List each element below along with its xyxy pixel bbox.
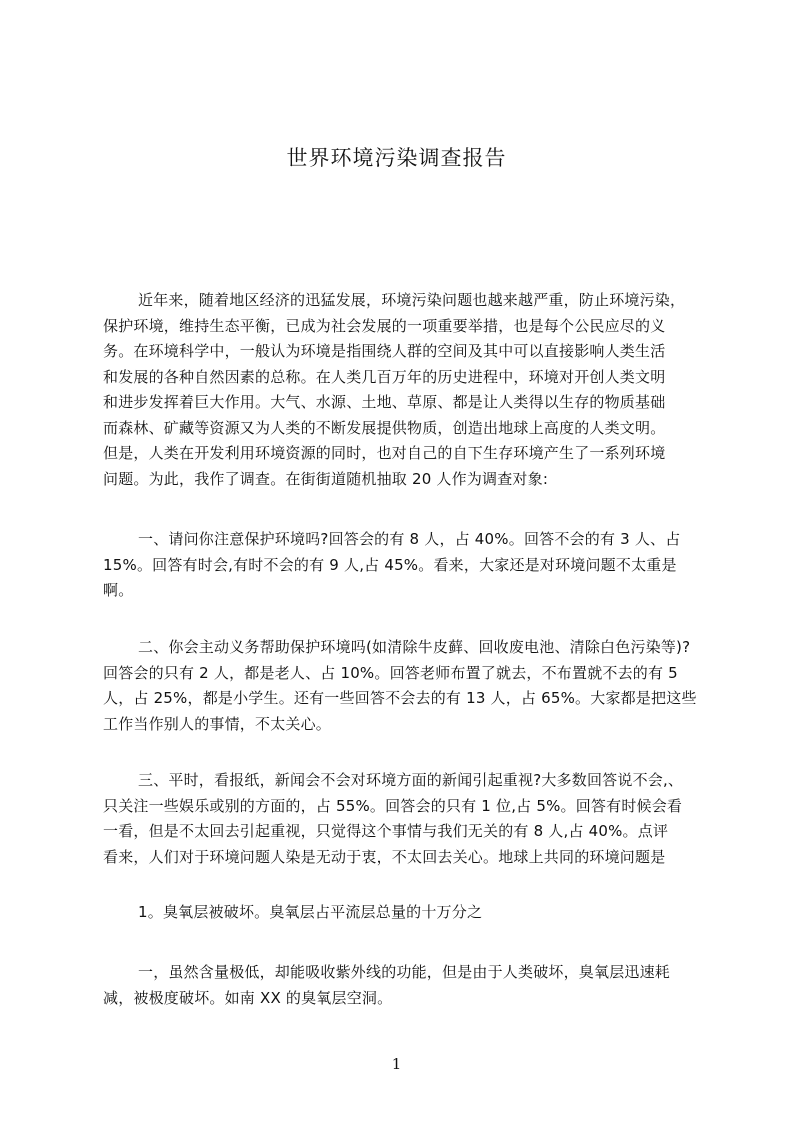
- page-title: 世界环境污染调查报告: [286, 146, 507, 170]
- text-line: 但是，人类在开发利用环境资源的同时，也对自己的自下生存环境产生了一系列环境: [103, 444, 666, 462]
- text-line: 而森林、矿藏等资源又为人类的不断发展提供物质，创造出地球上高度的人类文明。: [103, 418, 666, 437]
- text-line: 啊。: [103, 581, 134, 599]
- paragraph-intro: [103, 288, 703, 492]
- text-line: 工作当作别人的事情，不太关心。: [103, 714, 332, 733]
- text-line: 二、你会主动义务帮助保护环境吗(如清除牛皮藓、回收废电池、清除白色污染等)?: [138, 638, 691, 656]
- page-number: 1: [391, 1055, 402, 1073]
- text-line: 一看，但是不太回去引起重视，只觉得这个事情与我们无关的有 8 人,占 40%。点评: [103, 822, 669, 840]
- text-line: 保护环境，维持生态平衡，已成为社会发展的一项重要举措，也是每个公民应尽的义: [103, 316, 666, 335]
- text-line: 和发展的各种自然因素的总称。在人类几百万年的历史进程中，环境对开创人类文明: [103, 367, 666, 386]
- text-line: 人，占 25%，都是小学生。还有一些回答不会去的有 13 人，占 65%。大家都是把这些: [103, 689, 697, 707]
- text-line: 和进步发挥着巨大作用。大气、水源、土地、草原、都是让人类得以生存的物质基础: [103, 393, 666, 411]
- paragraph-ozone-heading: [103, 900, 703, 926]
- text-line: 只关注一些娱乐或别的方面的，占 55%。回答会的只有 1 位,占 5%。回答有时候会看: [103, 796, 683, 815]
- paragraph-ozone-detail: [103, 960, 703, 1011]
- text-line: 减，被极度破坏。如南 XX 的臭氧层空洞。: [103, 988, 393, 1007]
- text-line: 问题。为此，我作了调查。在街街道随机抽取 20 人作为调查对象:: [103, 469, 549, 488]
- text-line: 一，虽然含量极低，却能吸收紫外线的功能，但是由于人类破坏，臭氧层迅速耗: [138, 963, 671, 981]
- text-line: 1。臭氧层被破坏。臭氧层占平流层总量的十万分之: [138, 903, 483, 921]
- text-line: 一、请问你注意保护环境吗?回答会的有 8 人，占 40%。回答不会的有 3 人、占: [138, 530, 681, 548]
- paragraph-question-three: [103, 768, 703, 870]
- text-line: 看来，人们对于环境问题人染是无动于衷，不太回去关心。地球上共同的环境问题是: [103, 847, 666, 866]
- text-line: 近年来，随着地区经济的迅猛发展，环境污染问题也越来越严重，防止环境污染，: [138, 291, 686, 309]
- text-line: 回答会的只有 2 人，都是老人、占 10%。回答老师布置了就去，不布置就不去的有 5: [103, 663, 678, 682]
- paragraph-question-two: [103, 635, 703, 737]
- text-line: 三、平时，看报纸，新闻会不会对环境方面的新闻引起重视?大多数回答说不会,、: [138, 771, 684, 789]
- text-line: 务。在环境科学中，一般认为环境是指围绕人群的空间及其中可以直接影响人类生活: [103, 342, 666, 360]
- text-line: 15%。回答有时会,有时不会的有 9 人,占 45%。看来，大家还是对环境问题不太重是: [103, 555, 677, 574]
- paragraph-question-one: [103, 527, 703, 604]
